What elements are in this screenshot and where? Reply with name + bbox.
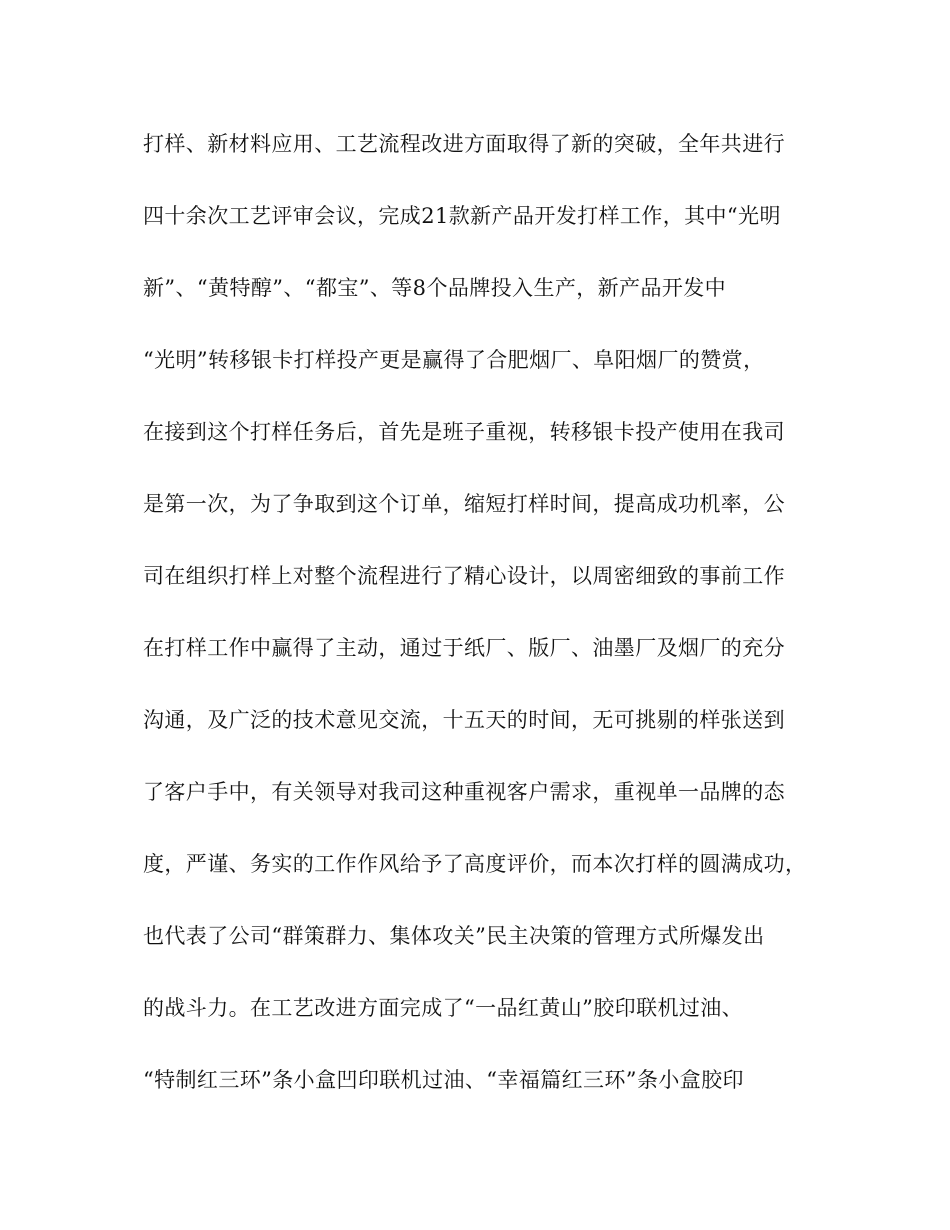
text-line-12: 也代表了公司“群策群力、集体攻关”民主决策的管理方式所爆发出	[143, 924, 765, 948]
text-line-13: 的战斗力。在工艺改进方面完成了“一品红黄山”胶印联机过油、	[143, 996, 744, 1020]
text-line-3: 新”、“黄特醇”、“都宝”、等8个品牌投入生产，新产品开发中	[143, 276, 727, 300]
text-line-6: 是第一次，为了争取到这个订单，缩短打样时间，提高成功机率，公	[143, 492, 785, 516]
body-text	[143, 124, 808, 1132]
text-line-14: “特制红三环”条小盒凹印联机过油、“幸福篇红三环”条小盒胶印	[143, 1068, 744, 1092]
text-line-7: 司在组织打样上对整个流程进行了精心设计，以周密细致的事前工作	[143, 564, 785, 588]
text-line-9: 沟通，及广泛的技术意见交流，十五天的时间，无可挑剔的样张送到	[143, 708, 785, 732]
text-line-5: 在接到这个打样任务后，首先是班子重视，转移银卡投产使用在我司	[143, 420, 785, 444]
text-line-11: 度，严谨、务实的工作作风给予了高度评价，而本次打样的圆满成功，	[143, 852, 807, 876]
text-line-4: “光明”转移银卡打样投产更是赢得了合肥烟厂、阜阳烟厂的赞赏，	[143, 348, 765, 372]
text-line-10: 了客户手中，有关领导对我司这种重视客户需求，重视单一品牌的态	[143, 780, 785, 804]
text-line-1: 打样、新材料应用、工艺流程改进方面取得了新的突破，全年共进行	[143, 132, 785, 156]
text-line-2: 四十余次工艺评审会议，完成21款新产品开发打样工作，其中“光明	[143, 204, 781, 228]
text-line-8: 在打样工作中赢得了主动，通过于纸厂、版厂、油墨厂及烟厂的充分	[143, 636, 785, 660]
